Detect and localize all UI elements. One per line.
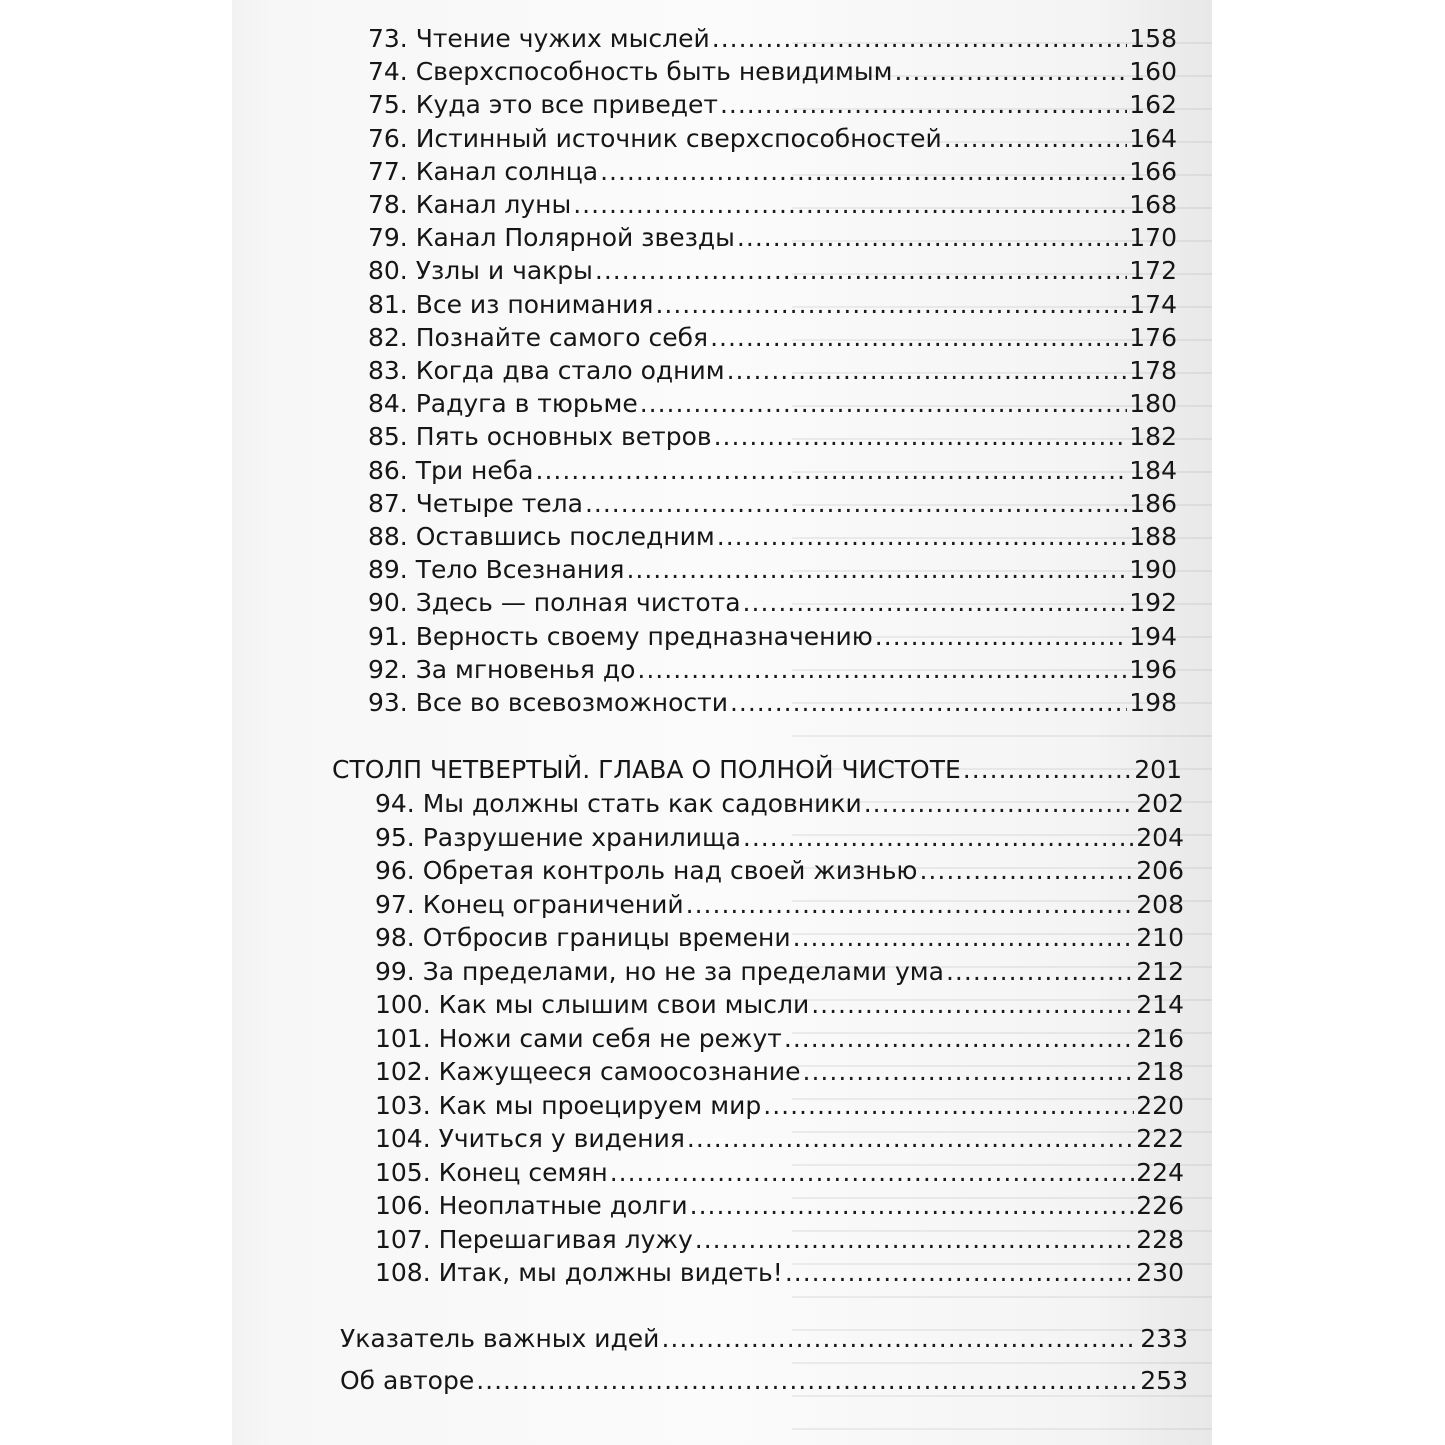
toc-entry-title: 102. Кажущееся самоосознание — [375, 1057, 801, 1086]
toc-entry-title: 92. За мгновенья до — [368, 654, 636, 684]
toc-entry-title: 75. Куда это все приведет — [368, 90, 718, 120]
toc-entry-title: 91. Верность своему предназначению — [368, 621, 873, 651]
toc-entry-page-number: 162 — [1129, 90, 1177, 120]
toc-entry[interactable] — [368, 22, 1177, 55]
toc-entry-page-number: 233 — [1140, 1324, 1188, 1353]
toc-entry-title: 107. Перешагивая лужу — [375, 1224, 693, 1254]
toc-entry-title: 100. Как мы слышим свои мысли — [375, 990, 810, 1019]
toc-entry[interactable] — [368, 387, 1177, 420]
toc-entry-page-number: 170 — [1129, 223, 1177, 253]
toc-entry-page-number: 160 — [1129, 57, 1177, 87]
toc-entry-title: 87. Четыре тела — [368, 488, 583, 518]
toc-entry[interactable] — [368, 221, 1177, 254]
dot-leader — [687, 1122, 1134, 1155]
toc-entry-title: 79. Канал Полярной звезды — [368, 223, 735, 253]
dot-leader — [875, 620, 1127, 653]
toc-entry-title: 96. Обретая контроль над своей жизнью — [375, 856, 918, 885]
dot-leader — [585, 487, 1127, 520]
toc-entry-page-number: 190 — [1129, 555, 1177, 585]
dot-leader — [610, 1156, 1135, 1189]
dot-leader — [919, 854, 1134, 887]
toc-entry-page-number: 158 — [1129, 24, 1177, 53]
toc-entry-title: 80. Узлы и чакры — [368, 256, 593, 286]
toc-entry[interactable] — [368, 155, 1177, 188]
back-matter-entry[interactable] — [340, 1322, 1188, 1355]
toc-entry-title: 97. Конец ограничений — [375, 889, 684, 919]
back-matter-entry[interactable] — [340, 1364, 1188, 1397]
toc-entry-title: 108. Итак, мы должны видеть! — [375, 1258, 783, 1287]
toc-entry-title: 76. Истинный источник сверхспособностей — [368, 123, 942, 153]
toc-entry-title: 89. Тело Всезнания — [368, 555, 625, 585]
toc-entry[interactable] — [368, 88, 1177, 121]
toc-entry-page-number: 192 — [1129, 588, 1177, 618]
toc-entry-title: 77. Канал солнца — [368, 156, 599, 186]
toc-entry-page-number: 172 — [1129, 256, 1177, 286]
toc-entry-page-number: 198 — [1129, 688, 1177, 717]
dot-leader — [946, 955, 1134, 988]
toc-entry[interactable] — [375, 1022, 1184, 1055]
toc-entry-page-number: 194 — [1129, 621, 1177, 651]
dot-leader — [963, 753, 1132, 786]
toc-entry-title: Указатель важных идей — [340, 1324, 660, 1353]
toc-entry[interactable] — [375, 821, 1184, 854]
toc-entry-title: 90. Здесь — полная чистота — [368, 588, 741, 618]
toc-entry[interactable] — [368, 520, 1177, 553]
dot-leader — [600, 155, 1127, 188]
toc-entry-page-number: 208 — [1136, 889, 1184, 919]
toc-entry-page-number: 196 — [1129, 654, 1177, 684]
toc-entry[interactable] — [375, 955, 1184, 988]
toc-entry-title: 84. Радуга в тюрьме — [368, 389, 638, 419]
toc-entry-page-number: 176 — [1129, 322, 1177, 352]
toc-entry[interactable] — [368, 55, 1177, 88]
toc-entry[interactable] — [375, 888, 1184, 921]
dot-leader — [743, 586, 1128, 619]
dot-leader — [655, 288, 1127, 321]
dot-leader — [717, 520, 1128, 553]
toc-entry-page-number: 164 — [1129, 123, 1177, 153]
toc-entry-title: 86. Три неба — [368, 455, 534, 485]
dot-leader — [785, 1256, 1134, 1289]
toc-entry[interactable] — [368, 653, 1177, 686]
dot-leader — [695, 1223, 1135, 1256]
toc-entry-title: 101. Ножи сами себя не режут — [375, 1023, 782, 1053]
toc-entry[interactable] — [368, 354, 1177, 387]
toc-entry-page-number: 182 — [1129, 422, 1177, 452]
dot-leader — [626, 553, 1127, 586]
toc-entry-title: 99. За пределами, но не за пределами ума — [375, 956, 944, 986]
dot-leader — [811, 988, 1134, 1021]
toc-entry-title: 94. Мы должны стать как садовники — [375, 789, 862, 818]
toc-entry-title: 104. Учиться у видения — [375, 1124, 685, 1153]
toc-entry-title: 82. Познайте самого себя — [368, 322, 709, 352]
toc-entry-title: 81. Все из понимания — [368, 289, 654, 319]
dot-leader — [573, 188, 1127, 221]
book-page — [232, 0, 1212, 1445]
toc-entry[interactable] — [368, 188, 1177, 221]
toc-entry-page-number: 228 — [1136, 1224, 1184, 1254]
toc-entry-title: 106. Неоплатные долги — [375, 1191, 688, 1220]
toc-entry[interactable] — [368, 620, 1177, 653]
toc-entry-page-number: 204 — [1136, 822, 1184, 852]
toc-entry[interactable] — [368, 321, 1177, 354]
toc-entry[interactable] — [368, 454, 1177, 487]
toc-entry-page-number: 188 — [1129, 522, 1177, 551]
dot-leader — [714, 420, 1128, 453]
toc-entry-title: 95. Разрушение хранилища — [375, 822, 741, 852]
toc-entry-title: СТОЛП ЧЕТВЕРТЫЙ. ГЛАВА О ПОЛНОЙ ЧИСТОТЕ — [332, 755, 961, 784]
toc-entry-title: 85. Пять основных ветров — [368, 422, 712, 452]
toc-entry[interactable] — [368, 254, 1177, 287]
toc-entry[interactable] — [375, 1122, 1184, 1155]
toc-entry[interactable] — [368, 586, 1177, 619]
toc-entry-page-number: 206 — [1136, 856, 1184, 885]
toc-entry-page-number: 224 — [1136, 1157, 1184, 1187]
toc-entry[interactable] — [368, 122, 1177, 155]
toc-entry[interactable] — [375, 1223, 1184, 1256]
dot-leader — [784, 1022, 1134, 1055]
toc-entry-page-number: 226 — [1136, 1191, 1184, 1220]
dot-leader — [730, 686, 1127, 719]
dot-leader — [637, 653, 1127, 686]
toc-entry-page-number: 222 — [1136, 1124, 1184, 1153]
toc-entry-page-number: 184 — [1129, 455, 1177, 485]
dot-leader — [476, 1364, 1138, 1397]
dot-leader — [737, 221, 1127, 254]
toc-entry-page-number: 174 — [1129, 289, 1177, 319]
toc-entry[interactable] — [375, 1055, 1184, 1088]
toc-entry[interactable] — [375, 921, 1184, 954]
toc-entry[interactable] — [375, 1089, 1184, 1122]
dot-leader — [661, 1322, 1138, 1355]
toc-entry-title: 83. Когда два стало одним — [368, 356, 725, 385]
dot-leader — [727, 354, 1128, 387]
toc-entry-page-number: 186 — [1129, 488, 1177, 518]
dot-leader — [720, 88, 1127, 121]
toc-entry[interactable] — [368, 686, 1177, 719]
toc-entry[interactable] — [375, 787, 1184, 820]
dot-leader — [710, 321, 1127, 354]
dot-leader — [763, 1089, 1134, 1122]
toc-entry-title: Об авторе — [340, 1366, 475, 1395]
toc-entry-page-number: 216 — [1136, 1023, 1184, 1053]
toc-entry-title: 105. Конец семян — [375, 1157, 608, 1187]
dot-leader — [895, 55, 1128, 88]
toc-entry-page-number: 218 — [1136, 1057, 1184, 1086]
toc-entry-page-number: 212 — [1136, 956, 1184, 986]
dot-leader — [803, 1055, 1135, 1088]
dot-leader — [640, 387, 1128, 420]
toc-entry-page-number: 180 — [1129, 389, 1177, 419]
toc-entry-title: 88. Оставшись последним — [368, 522, 715, 551]
toc-entry-page-number: 168 — [1129, 190, 1177, 219]
toc-entry-page-number: 230 — [1136, 1258, 1184, 1287]
dot-leader — [864, 787, 1135, 820]
toc-entry[interactable] — [368, 553, 1177, 586]
toc-entry-title: 73. Чтение чужих мыслей — [368, 24, 710, 53]
dot-leader — [712, 22, 1128, 55]
toc-entry[interactable] — [368, 487, 1177, 520]
toc-entry-title: 78. Канал луны — [368, 190, 572, 219]
toc-entry[interactable] — [375, 1189, 1184, 1222]
toc-entry-page-number: 202 — [1136, 789, 1184, 818]
toc-entry-page-number: 214 — [1136, 990, 1184, 1019]
toc-entry-page-number: 166 — [1129, 156, 1177, 186]
toc-entry[interactable] — [368, 420, 1177, 453]
toc-entry-title: 93. Все во всевозможности — [368, 688, 728, 717]
section-heading[interactable] — [332, 753, 1182, 786]
dot-leader — [944, 122, 1127, 155]
toc-entry-title: 74. Сверхспособность быть невидимым — [368, 57, 893, 87]
dot-leader — [536, 454, 1128, 487]
dot-leader — [743, 821, 1134, 854]
toc-entry-page-number: 178 — [1129, 356, 1177, 385]
dot-leader — [690, 1189, 1135, 1222]
toc-entry[interactable] — [375, 988, 1184, 1021]
dot-leader — [686, 888, 1135, 921]
toc-entry-title: 98. Отбросив границы времени — [375, 923, 791, 952]
toc-entry-page-number: 210 — [1136, 923, 1184, 952]
toc-entry[interactable] — [368, 288, 1177, 321]
toc-entry-page-number: 220 — [1136, 1090, 1184, 1120]
toc-entry-page-number: 201 — [1134, 755, 1182, 784]
toc-entry[interactable] — [375, 1156, 1184, 1189]
dot-leader — [793, 921, 1135, 954]
table-of-contents — [232, 0, 1212, 1445]
toc-entry-title: 103. Как мы проецируем мир — [375, 1090, 762, 1120]
toc-entry[interactable] — [375, 854, 1184, 887]
toc-entry[interactable] — [375, 1256, 1184, 1289]
toc-entry-page-number: 253 — [1140, 1366, 1188, 1395]
dot-leader — [595, 254, 1127, 287]
